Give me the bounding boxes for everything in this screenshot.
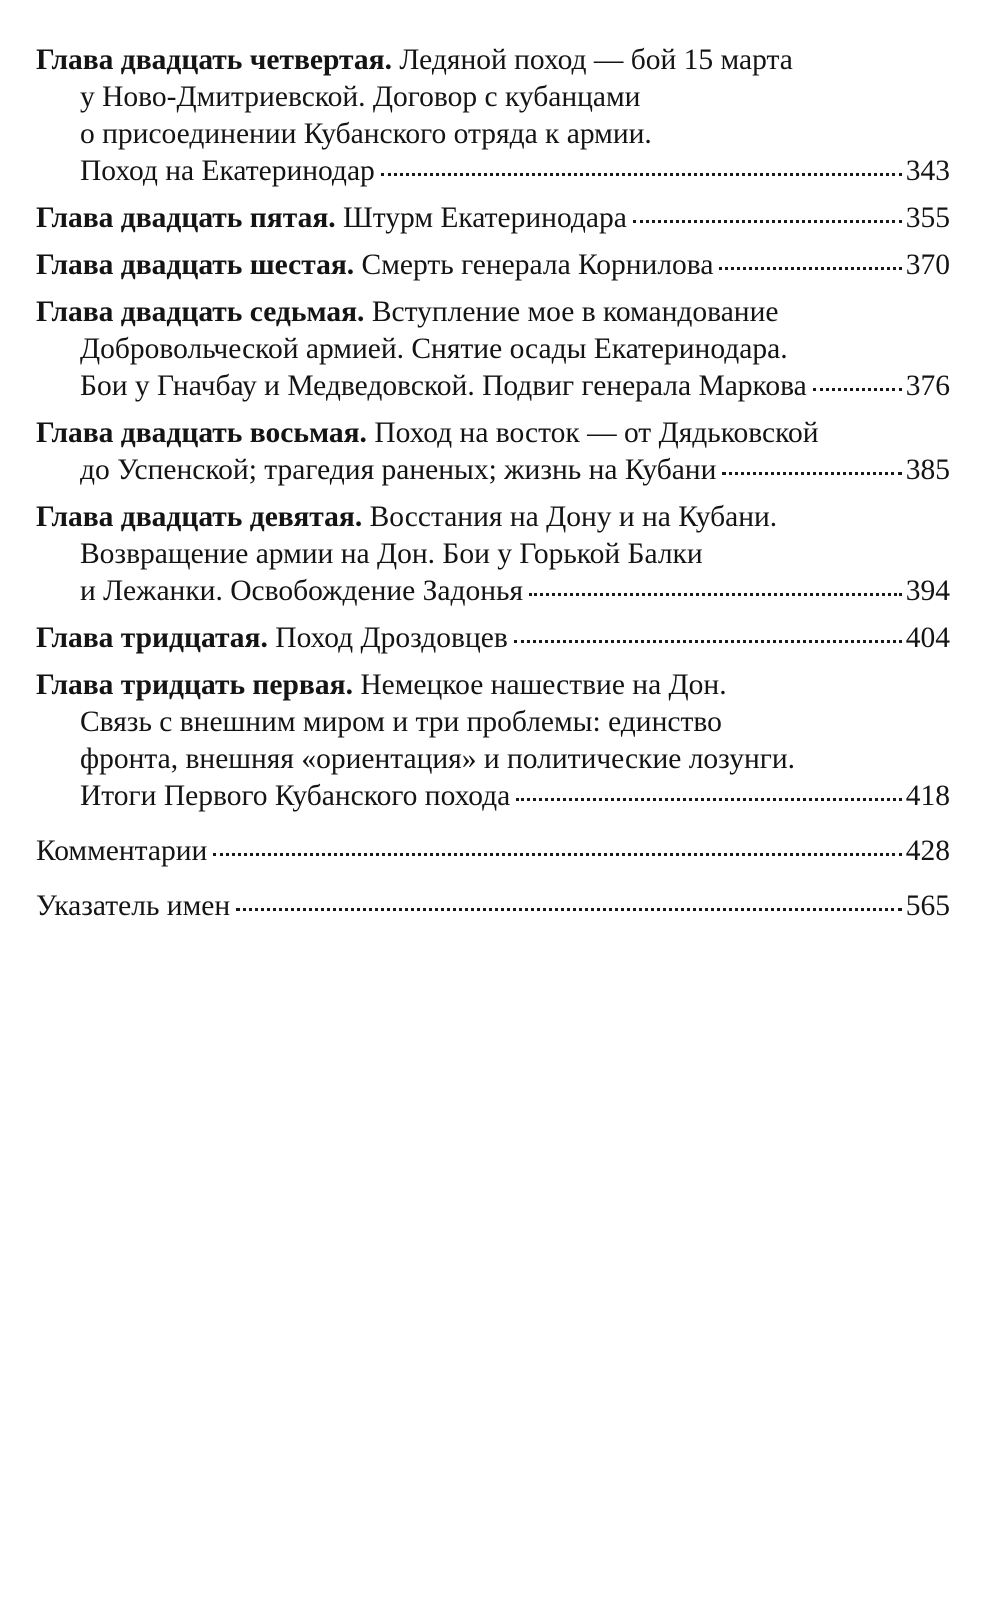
toc-entry <box>36 620 950 657</box>
toc-entry <box>36 294 950 405</box>
chapter-label: Глава двадцать шестая. <box>36 249 355 281</box>
dot-leader <box>719 267 901 270</box>
chapter-title-line: Добровольческой армией. Снятие осады Екатеринодара. <box>80 333 788 365</box>
chapter-label: Глава двадцать восьмая. <box>36 417 367 449</box>
page-number: 565 <box>905 890 950 922</box>
toc-entry-first-line <box>36 499 950 536</box>
page-number: 343 <box>905 155 950 187</box>
chapter-title-line: Возвращение армии на Дон. Бои у Горькой Балки <box>80 538 703 570</box>
section-label: Комментарии <box>36 835 208 867</box>
dot-leader <box>529 593 902 596</box>
toc-entry-last-line <box>36 833 950 870</box>
chapter-label: Глава двадцать седьмая. <box>36 296 365 328</box>
dot-leader <box>381 173 902 176</box>
chapter-title-line: у Ново-Дмитриевской. Договор с кубанцами <box>80 81 641 113</box>
page-number: 418 <box>905 780 950 812</box>
toc-entry-text <box>36 620 508 657</box>
toc-entry-name-index <box>36 888 950 925</box>
toc-entry <box>36 247 950 284</box>
toc-entry-last-line <box>36 452 950 489</box>
chapter-title-line: Восстания на Дону и на Кубани. <box>369 501 778 533</box>
chapter-label: Глава двадцать четвертая. <box>36 44 392 76</box>
chapter-title-line: Штурм Екатеринодара <box>343 202 627 234</box>
chapter-title-line: Вступление мое в командование <box>371 296 779 328</box>
dot-leader <box>722 472 901 475</box>
toc-entry-last-line <box>36 200 950 237</box>
chapter-label: Глава двадцать девятая. <box>36 501 363 533</box>
chapter-label: Глава тридцать первая. <box>36 669 353 701</box>
chapter-title-line: Ледяной поход — бой 15 марта <box>399 44 793 76</box>
toc-entry-last-line <box>36 778 950 815</box>
chapter-title-line: Поход на восток — от Дядьковской <box>374 417 819 449</box>
toc-entry-last-line <box>36 153 950 190</box>
toc-entry-text <box>36 247 713 284</box>
chapter-title-line: Итоги Первого Кубанского похода <box>80 780 511 812</box>
toc-entry-first-line <box>36 667 950 704</box>
chapter-title-line: Немецкое нашествие на Дон. <box>360 669 727 701</box>
dot-leader <box>213 853 901 856</box>
toc-entry-last-line <box>36 573 950 610</box>
toc-entry <box>36 42 950 190</box>
chapter-title-line: Бои у Гначбау и Медведовской. Подвиг генерала Маркова <box>80 370 807 402</box>
page-number: 394 <box>905 575 950 607</box>
toc-entry-last-line <box>36 620 950 657</box>
toc-entry <box>36 499 950 610</box>
page-number: 428 <box>905 835 950 867</box>
toc-entry-first-line <box>36 415 950 452</box>
toc-entry <box>36 415 950 489</box>
toc-entry-last-line <box>36 247 950 284</box>
page-number: 404 <box>905 622 950 654</box>
toc-entry-last-line <box>36 368 950 405</box>
chapter-title-line: Поход на Екатеринодар <box>80 155 375 187</box>
table-of-contents <box>36 42 950 935</box>
page-number: 376 <box>905 370 950 402</box>
chapter-label: Глава двадцать пятая. <box>36 202 336 234</box>
dot-leader <box>633 220 902 223</box>
chapter-title-line: фронта, внешняя «ориентация» и политические лозунги. <box>80 743 796 775</box>
page-number: 355 <box>905 202 950 234</box>
chapter-title-line: до Успенской; трагедия раненых; жизнь на Кубани <box>80 454 717 486</box>
section-label: Указатель имен <box>36 890 231 922</box>
chapter-title-line: о присоединении Кубанского отряда к армии. <box>80 118 652 150</box>
dot-leader <box>236 908 902 911</box>
toc-entry-first-line <box>36 294 950 331</box>
toc-entry-first-line <box>36 42 950 79</box>
toc-entry <box>36 200 950 237</box>
toc-entry-last-line <box>36 888 950 925</box>
chapter-label: Глава тридцатая. <box>36 622 268 654</box>
toc-entry-comments <box>36 833 950 870</box>
dot-leader <box>813 388 902 391</box>
toc-entry-text <box>36 200 627 237</box>
page-number: 370 <box>905 249 950 281</box>
chapter-title-line: Связь с внешним миром и три проблемы: единство <box>80 706 722 738</box>
dot-leader <box>516 798 902 801</box>
chapter-title-line: и Лежанки. Освобождение Задонья <box>80 575 524 607</box>
chapter-title-line: Поход Дроздовцев <box>275 622 508 654</box>
toc-entry <box>36 667 950 815</box>
chapter-title-line: Смерть генерала Корнилова <box>361 249 714 281</box>
dot-leader <box>514 640 902 643</box>
page-number: 385 <box>905 454 950 486</box>
